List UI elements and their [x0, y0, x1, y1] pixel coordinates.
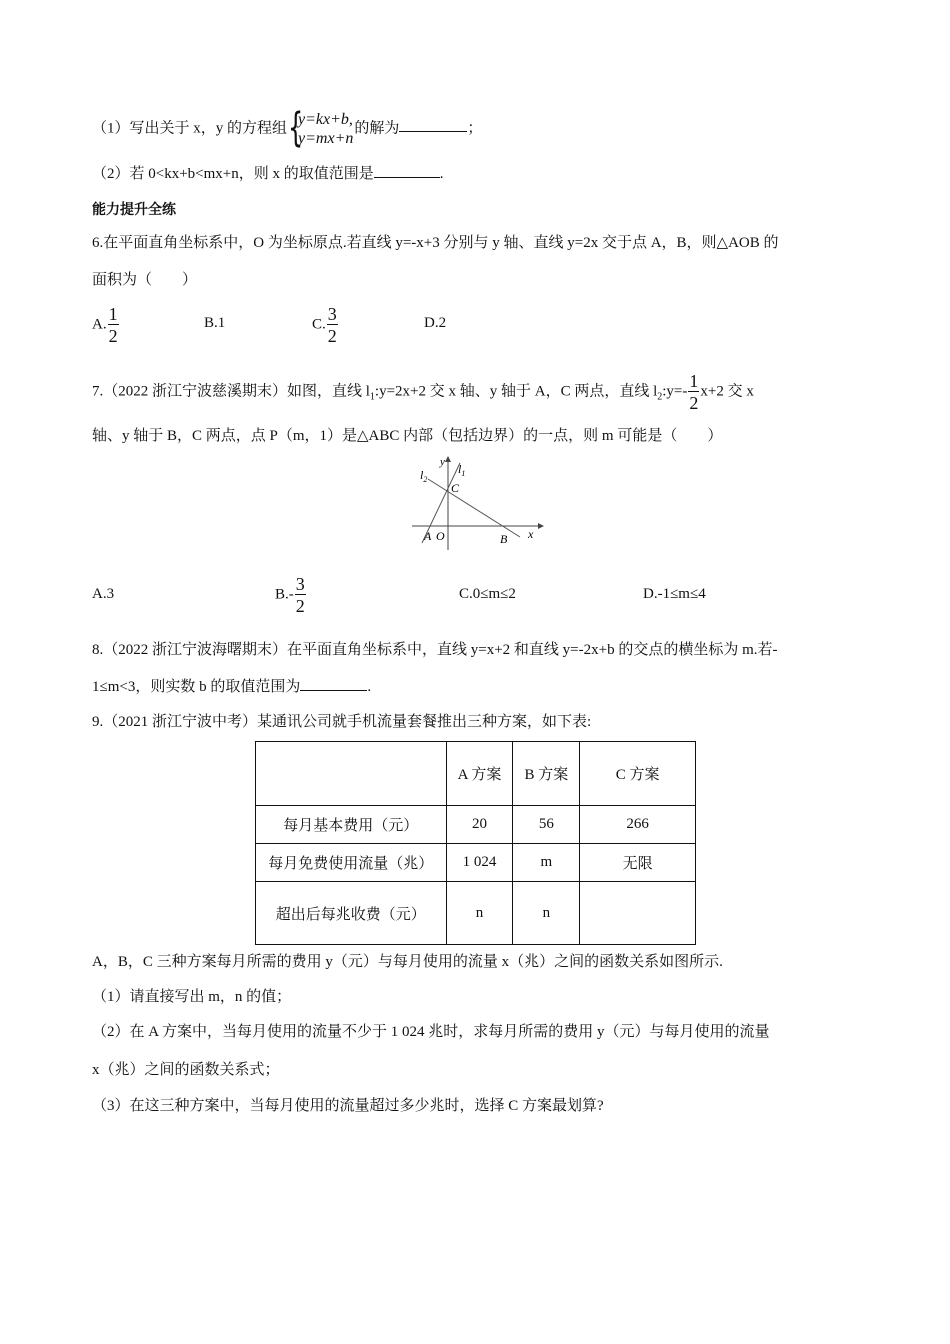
point-c-label: C — [451, 481, 460, 495]
table-cell — [580, 882, 696, 945]
q7-line2: 轴、y 轴于 B，C 两点，点 P（m，1）是△ABC 内部（包括边界）的一点，则 m 可能是（ ） — [92, 428, 723, 444]
table-row — [256, 882, 696, 945]
table-row — [256, 844, 696, 882]
table-row — [256, 806, 696, 844]
fraction-one-half: $\frac{1}{2}$ — [108, 304, 118, 346]
q5-part1 — [92, 105, 483, 151]
q9-sub3: （3）在这三种方案中，当每月使用的流量超过多少兆时，选择 C 方案最划算? — [92, 1098, 604, 1114]
table-cell: n — [446, 882, 513, 945]
q7-option-d[interactable]: D.-1≤m≤4 — [643, 586, 706, 602]
q5-part1-end: ； — [467, 120, 483, 137]
coordinate-figure — [410, 455, 545, 555]
origin-label: O — [436, 529, 445, 543]
table-cell: m — [513, 844, 580, 882]
fraction-one-half: $\frac{1}{2}$ — [689, 371, 699, 413]
q5-part1-suffix: 的解为 — [354, 120, 400, 137]
x-axis-arrow — [538, 523, 544, 529]
q8-line2: 1≤m<3，则实数 b 的取值范围为 . — [92, 676, 371, 697]
q6-option-b[interactable]: B.1 — [204, 315, 226, 331]
answer-blank[interactable] — [399, 117, 467, 132]
plan-table — [255, 741, 696, 945]
q9-after-table: A，B，C 三种方案每月所需的费用 y（元）与每月使用的流量 x（兆）之间的函数关系如图所示. — [92, 954, 723, 970]
q9-sub1: （1）请直接写出 m，n 的值； — [92, 989, 292, 1005]
equation-system: { y=kx+b, y=mx+n — [288, 105, 354, 151]
table-cell: 1 024 — [446, 844, 513, 882]
q9-sub2-line2: x（兆）之间的函数关系式； — [92, 1062, 280, 1078]
q9-intro: 9.（2021 浙江宁波中考）某通讯公司就手机流量套餐推出三种方案，如下表: — [92, 714, 592, 730]
q6-option-a[interactable] — [92, 305, 120, 345]
q5-part2-text: （2）若 0<kx+b<mx+n，则 x 的取值范围是 — [92, 166, 374, 182]
y-axis-label: y — [440, 456, 445, 468]
q7-option-a[interactable]: A.3 — [92, 586, 115, 602]
q7-option-c[interactable]: C.0≤m≤2 — [459, 586, 516, 602]
table-header-cell: B 方案 — [513, 742, 580, 806]
answer-blank[interactable] — [300, 676, 367, 691]
q6-line2: 面积为（ ） — [92, 272, 198, 288]
q8-line1: 8.（2022 浙江宁波海曙期末）在平面直角坐标系中，直线 y=x+2 和直线 y=-2x+b 的交点的横坐标为 m.若- — [92, 642, 778, 658]
table-header-cell: A 方案 — [446, 742, 513, 806]
q5-part2-end: . — [439, 166, 444, 182]
q5-part1-prefix: （1）写出关于 x，y 的方程组 — [92, 120, 288, 137]
point-b-label: B — [500, 532, 508, 546]
table-cell: 266 — [580, 806, 696, 844]
x-axis-label: x — [528, 527, 534, 541]
option-a-prefix: A. — [92, 316, 107, 333]
l2-label: $l_2$ — [420, 468, 428, 484]
table-cell: 每月基本费用（元） — [256, 806, 447, 844]
q9-sub2-line1: （2）在 A 方案中，当每月使用的流量不少于 1 024 兆时，求每月所需的费用 y（元）与每月使用的流量 — [92, 1024, 770, 1040]
fraction-three-halves: $\frac{3}{2}$ — [327, 304, 337, 346]
q6-option-c[interactable] — [312, 305, 339, 345]
y-axis-arrow — [445, 456, 451, 462]
q7-option-b[interactable] — [275, 575, 307, 615]
q6-option-d[interactable]: D.2 — [424, 315, 447, 331]
table-cell: 每月免费使用流量（兆） — [256, 844, 447, 882]
table-header-cell: C 方案 — [580, 742, 696, 806]
equation-2: y=mx+n — [298, 130, 354, 147]
point-a-label: A — [424, 529, 432, 543]
table-cell: 无限 — [580, 844, 696, 882]
table-header-row — [256, 742, 696, 806]
option-b-prefix: B.- — [275, 586, 294, 603]
table-cell: 20 — [446, 806, 513, 844]
l1-label: $l_1$ — [458, 462, 466, 478]
answer-blank[interactable] — [374, 163, 440, 178]
option-c-prefix: C. — [312, 316, 326, 333]
fraction-three-halves: $\frac{3}{2}$ — [295, 574, 305, 616]
table-cell: 56 — [513, 806, 580, 844]
table-cell: n — [513, 882, 580, 945]
q7-line1: 7.（2022 浙江宁波慈溪期末）如图，直线 $l_1:y=2x+2$ 交 x 轴、y 轴于 A，C 两点，直线 $l_2:y=-$ $\frac{1}{2}$ x+2 交 x — [92, 371, 754, 413]
section-heading: 能力提升全练 — [92, 202, 176, 218]
equation-1: y=kx+b, — [298, 111, 353, 128]
q5-part2 — [92, 163, 444, 184]
table-cell: 超出后每兆收费（元） — [256, 882, 447, 945]
q6-line1: 6.在平面直角坐标系中，O 为坐标原点.若直线 y=-x+3 分别与 y 轴、直线 y=2x 交于点 A，B，则△AOB 的 — [92, 235, 779, 251]
table-header-cell — [256, 742, 447, 806]
